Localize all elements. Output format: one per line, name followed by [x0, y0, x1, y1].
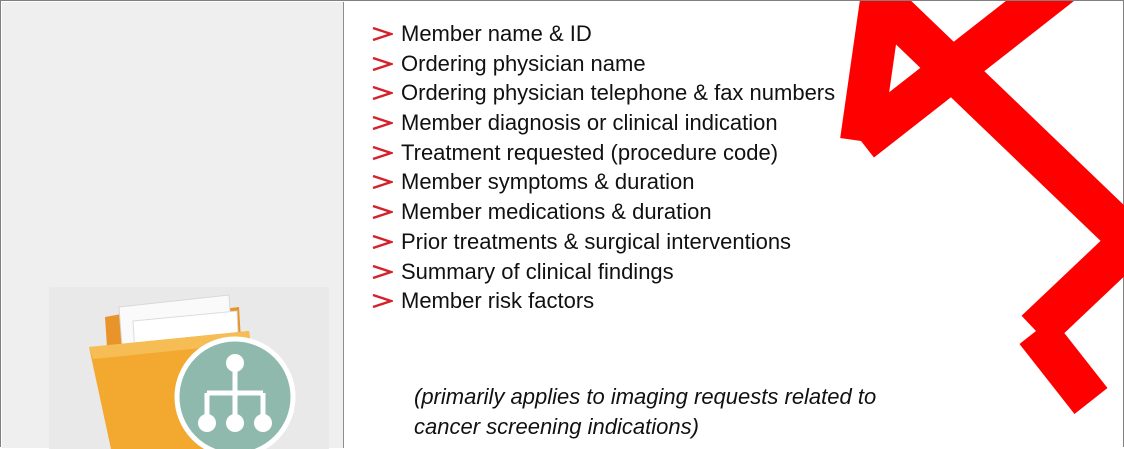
list-item-text: Summary of clinical findings: [401, 258, 674, 284]
list-item: [371, 197, 835, 227]
checklist: [371, 19, 835, 316]
chevron-right-icon: [371, 175, 393, 189]
list-item-text: Member name & ID: [401, 21, 592, 46]
list-item-text: Ordering physician telephone & fax numbers: [401, 80, 836, 106]
chevron-right-icon: [371, 294, 393, 308]
chevron-right-icon: [371, 146, 393, 160]
chevron-right-icon: [371, 27, 393, 41]
chevron-right-icon: [371, 235, 393, 249]
list-item-text: Ordering physician name: [401, 50, 646, 76]
note-line: (primarily applies to imaging requests related to: [414, 384, 877, 409]
folder-network-icon: [49, 287, 329, 449]
list-item: [371, 167, 835, 197]
chevron-right-icon: [371, 57, 393, 71]
list-item: [371, 257, 835, 287]
list-item: [371, 108, 835, 138]
list-item: [371, 227, 835, 257]
chevron-right-icon: [371, 86, 393, 100]
list-item: [371, 138, 835, 168]
list-item-text: Prior treatments & surgical interventions: [401, 228, 792, 254]
list-item: [371, 286, 835, 316]
list-item-text: Treatment requested (procedure code): [401, 139, 779, 165]
list-item: [371, 78, 835, 108]
chevron-right-icon: [371, 265, 393, 279]
note-line: cancer screening indications): [414, 413, 699, 439]
list-item: [371, 19, 835, 49]
chevron-right-icon: [371, 205, 393, 219]
list-item-text: Member risk factors: [401, 288, 595, 314]
list-item-text: Member medications & duration: [401, 199, 712, 225]
risk-factors-note: [414, 382, 876, 441]
list-item: [371, 49, 835, 79]
chevron-right-icon: [371, 116, 393, 130]
list-item-text: Member diagnosis or clinical indication: [401, 110, 778, 136]
list-item-text: Member symptoms & duration: [401, 169, 695, 195]
left-panel: [2, 2, 344, 448]
